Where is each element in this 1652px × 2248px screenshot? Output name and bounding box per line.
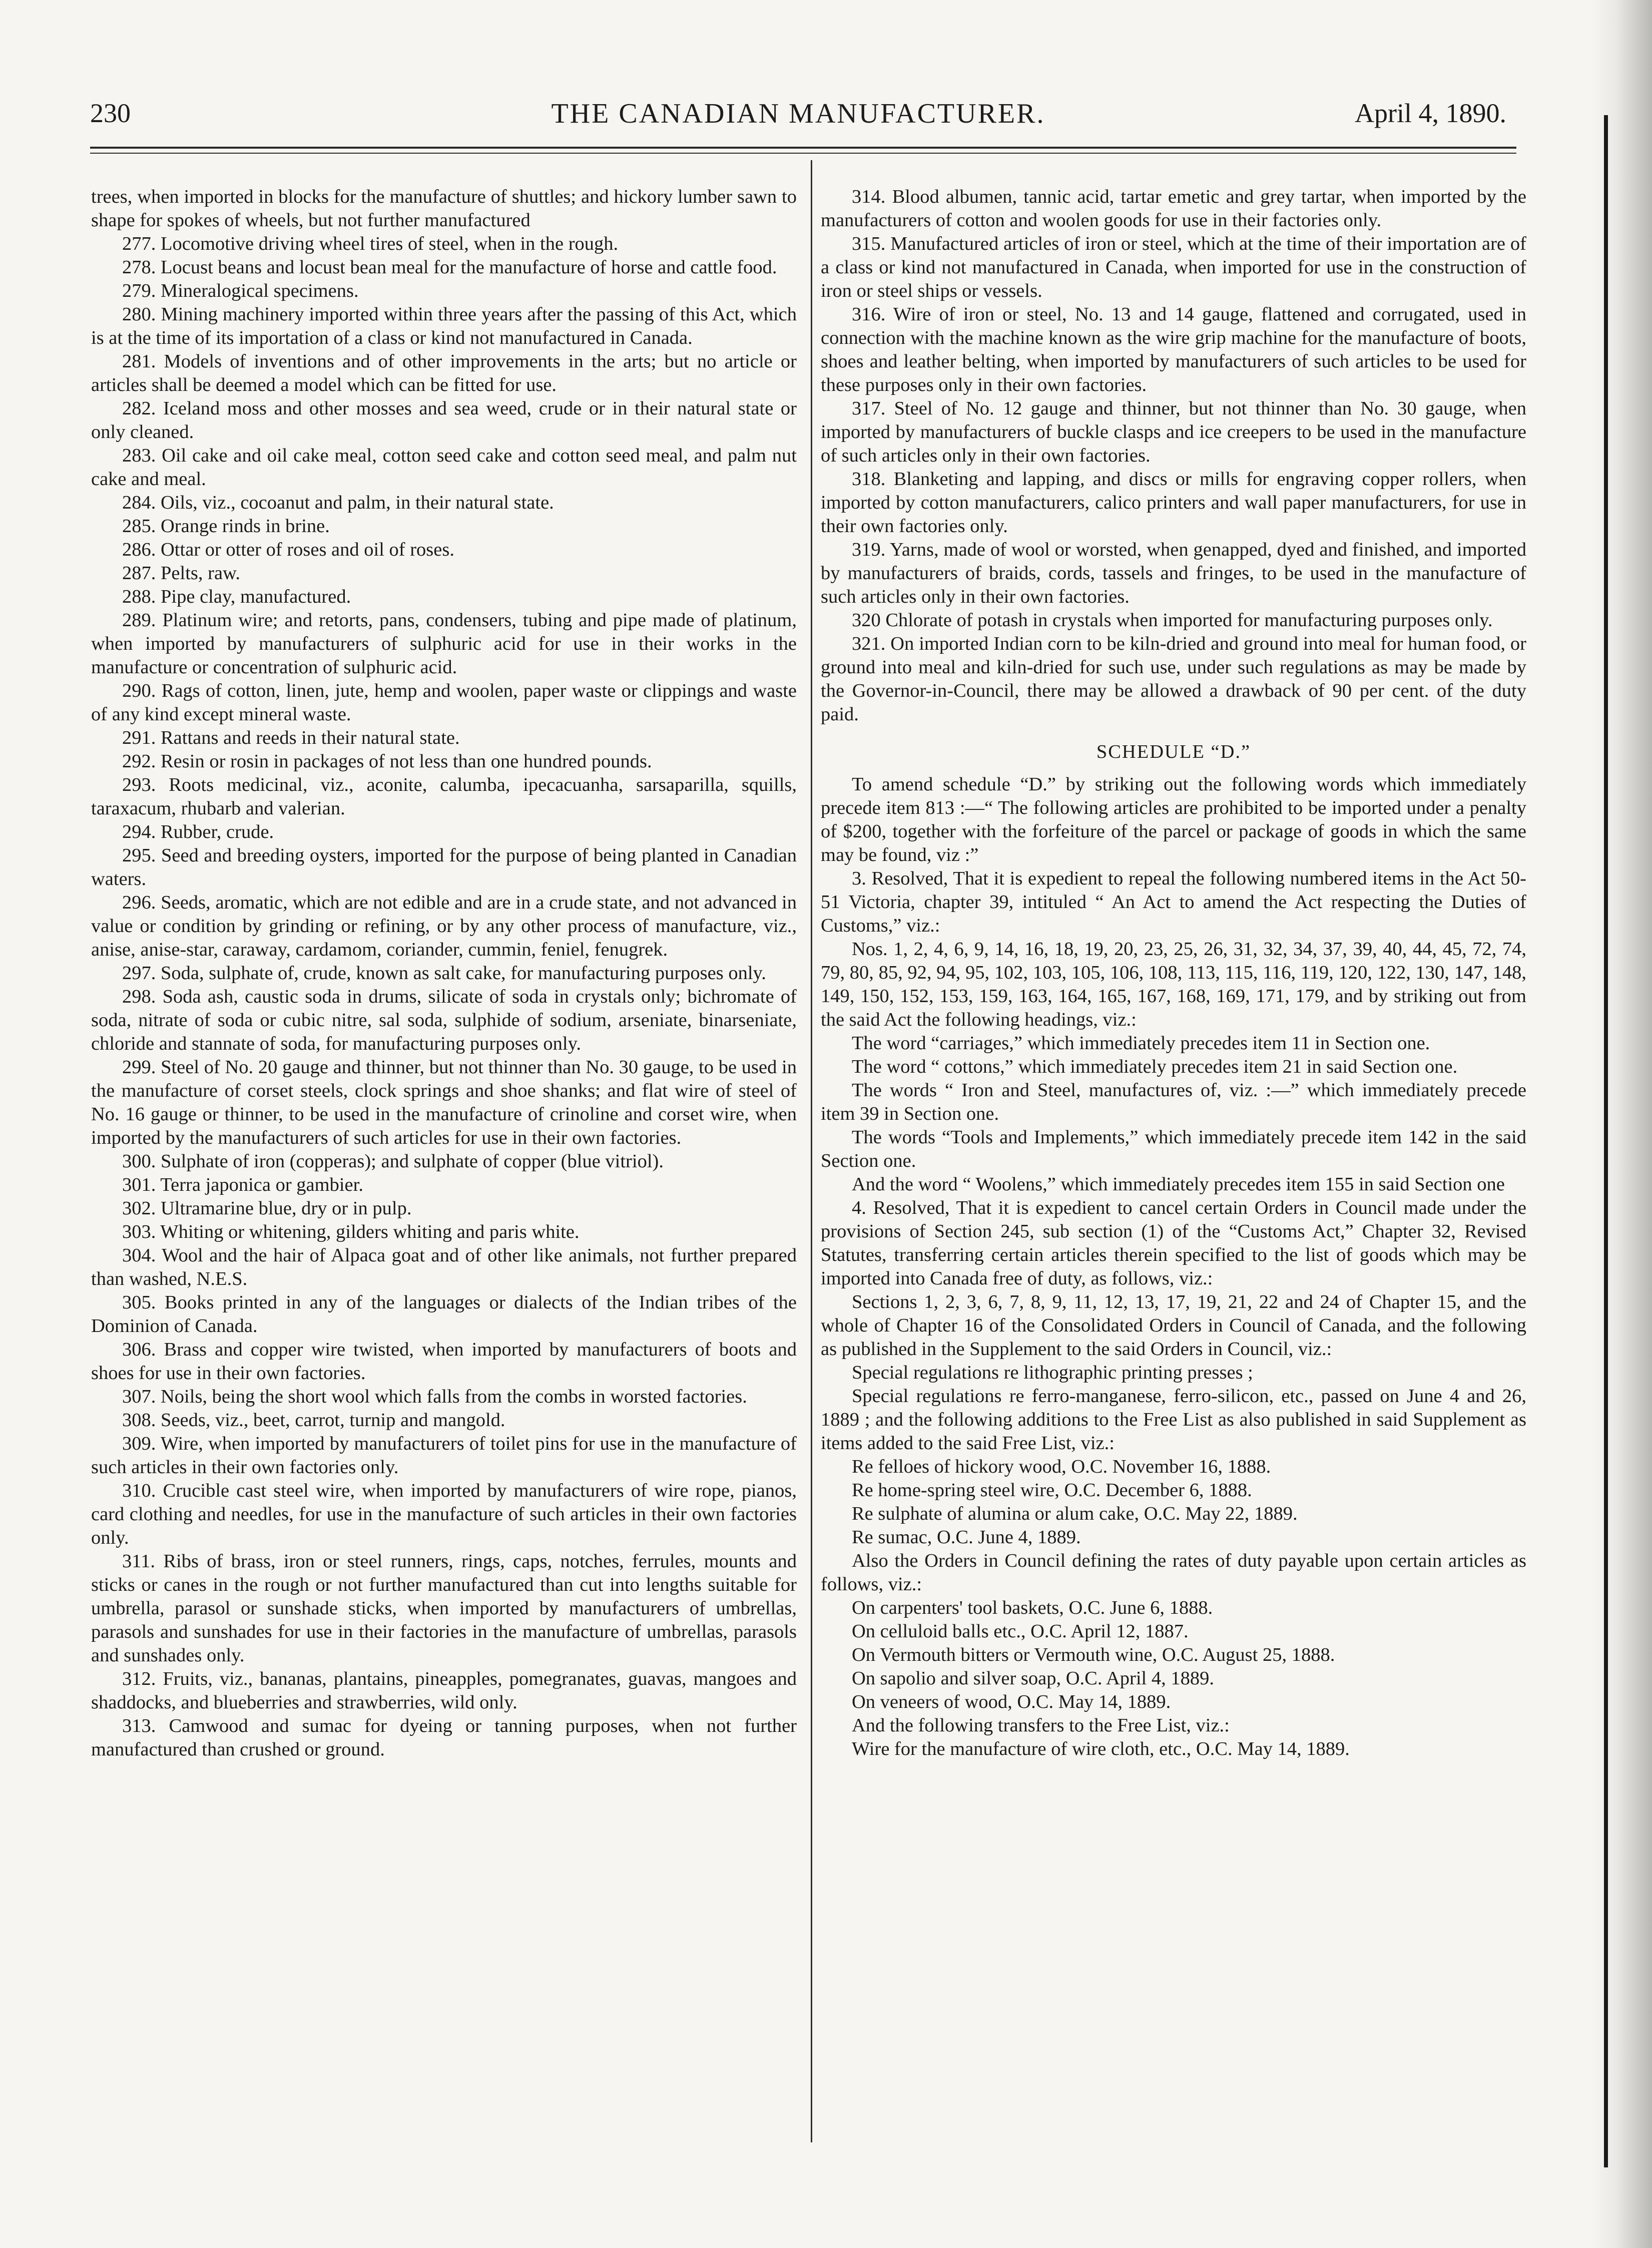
page-edge-shadow bbox=[1592, 0, 1652, 2248]
item-281: 281. Models of inventions and of other improvements in the arts; but no article or articles shall be deemed a model which can be fitted for use. bbox=[91, 351, 797, 395]
schedule-d-heading: SCHEDULE “D.” bbox=[1096, 741, 1251, 762]
item-303: 303. Whiting or whitening, gilders whiting and paris white. bbox=[122, 1221, 580, 1242]
duty-rate-item: On carpenters' tool baskets, O.C. June 6, 1888. bbox=[852, 1597, 1213, 1618]
header-rule-thin bbox=[90, 153, 1516, 154]
cancelled-sections: Sections 1, 2, 3, 6, 7, 8, 9, 11, 12, 13, 17, 19, 21, 22 and 24 of Chapter 15, and the whole of Chapter 16 of the Consolidated Orders in Council of Canada, and the following as published in the Supplement to the said Orders in Council, viz.: bbox=[821, 1291, 1526, 1360]
duty-rate-item: On veneers of wood, O.C. May 14, 1889. bbox=[852, 1691, 1171, 1712]
orders-intro: Also the Orders in Council defining the rates of duty payable upon certain articles as follows, viz.: bbox=[821, 1550, 1526, 1595]
item-317: 317. Steel of No. 12 gauge and thinner, but not thinner than No. 30 gauge, when imported by manufacturers of buckle clasps and ice creepers to be used in the manufacture of such articles only in their own factories. bbox=[821, 398, 1526, 466]
item-299: 299. Steel of No. 20 gauge and thinner, but not thinner than No. 30 gauge, to be used in the manufacture of corset steels, clock springs and shoe shanks; and flat wire of steel of No. 16 gauge or thinner, to be used in the manufacture of crinoline and corset wire, when imported by the manufacturers of such articles for use in their own factories. bbox=[91, 1057, 797, 1148]
column-divider bbox=[811, 160, 812, 2142]
item-278: 278. Locust beans and locust bean meal for the manufacture of horse and cattle food. bbox=[122, 257, 777, 278]
item-297: 297. Soda, sulphate of, crude, known as salt cake, for manufacturing purposes only. bbox=[122, 963, 766, 984]
item-293: 293. Roots medicinal, viz., aconite, calumba, ipecacuanha, sarsaparilla, squills, taraxacum, rhubarb and valerian. bbox=[91, 774, 797, 819]
duty-rate-item: On Vermouth bitters or Vermouth wine, O.C. August 25, 1888. bbox=[852, 1644, 1335, 1665]
page-edge-line bbox=[1604, 115, 1608, 2167]
item-311: 311. Ribs of brass, iron or steel runners, rings, caps, notches, ferrules, mounts and sticks or canes in the rough or not further manufactured than cut into lengths suitable for umbrella, parasol or sunshade sticks, when imported by manufacturers of umbrellas, parasols and sunshades for use in their factories in the manufacture of umbrellas, parasols and sunshades only. bbox=[91, 1551, 797, 1666]
item-294: 294. Rubber, crude. bbox=[122, 821, 274, 842]
page-number: 230 bbox=[90, 98, 131, 128]
item-307: 307. Noils, being the short wool which falls from the combs in worsted factories. bbox=[122, 1386, 747, 1407]
item-287: 287. Pelts, raw. bbox=[122, 563, 240, 584]
issue-date: April 4, 1890. bbox=[1355, 98, 1506, 128]
schedule-d-amendment: To amend schedule “D.” by striking out the following words which immediately precede item 813 :—“ The following articles are prohibited to be imported under a penalty of $200, together with the forfeiture of the parcel or package of goods in which the same may be found, viz :” bbox=[821, 774, 1526, 865]
heading-carriages: The word “carriages,” which immediately precedes item 11 in Section one. bbox=[852, 1033, 1430, 1054]
item-295: 295. Seed and breeding oysters, imported for the purpose of being planted in Canadian waters. bbox=[91, 845, 797, 889]
item-283: 283. Oil cake and oil cake meal, cotton seed cake and cotton seed meal, and palm nut cake and meal. bbox=[91, 445, 797, 490]
item-298: 298. Soda ash, caustic soda in drums, silicate of soda in crystals only; bichromate of soda, nitrate of soda or cubic nitre, sal soda, sulphide of sodium, arseniate, binarseniate, chloride and stannate of soda, for manufacturing purposes only. bbox=[91, 986, 797, 1054]
item-282: 282. Iceland moss and other mosses and sea weed, crude or in their natural state or only cleaned. bbox=[91, 398, 797, 442]
transfers-intro: And the following transfers to the Free List, viz.: bbox=[852, 1715, 1230, 1736]
item-292: 292. Resin or rosin in packages of not less than one hundred pounds. bbox=[122, 751, 652, 772]
resolution-4: 4. Resolved, That it is expedient to cancel certain Orders in Council made under the provisions of Section 245, sub section (1) of the “Customs Act,” Chapter 32, Revised Statutes, transferring certain articles therein specified to the list of goods which may be imported into Canada free of duty, as follows, viz.: bbox=[821, 1197, 1526, 1289]
heading-tools: The words “Tools and Implements,” which immediately precede item 142 in the said Section one. bbox=[821, 1127, 1526, 1171]
item-305: 305. Books printed in any of the languages or dialects of the Indian tribes of the Dominion of Canada. bbox=[91, 1292, 797, 1336]
regulation-lithographic: Special regulations re lithographic printing presses ; bbox=[852, 1362, 1253, 1383]
duty-rate-item: On celluloid balls etc., O.C. April 12, 1887. bbox=[852, 1621, 1189, 1642]
heading-cottons: The word “ cottons,” which immediately precedes item 21 in said Section one. bbox=[852, 1056, 1458, 1077]
re-item: Re sumac, O.C. June 4, 1889. bbox=[852, 1527, 1081, 1548]
header-rule bbox=[90, 147, 1516, 149]
item-296: 296. Seeds, aromatic, which are not edible and are in a crude state, and not advanced in value or condition by grinding or refining, or by any other process of manufacture, viz., anise, anise-star, caraway, cardamom, coriander, cummin, feniel, fenugrek. bbox=[91, 892, 797, 960]
re-item: Re sulphate of alumina or alum cake, O.C. May 22, 1889. bbox=[852, 1503, 1298, 1524]
item-285: 285. Orange rinds in brine. bbox=[122, 516, 330, 537]
item-277: 277. Locomotive driving wheel tires of steel, when in the rough. bbox=[122, 233, 619, 254]
item-291: 291. Rattans and reeds in their natural state. bbox=[122, 727, 460, 748]
item-319: 319. Yarns, made of wool or worsted, when genapped, dyed and finished, and imported by manufacturers of braids, cords, tassels and fringes, to be used in the manufacture of such articles only in their own factories. bbox=[821, 539, 1526, 607]
item-316: 316. Wire of iron or steel, No. 13 and 14 gauge, flattened and corrugated, used in connection with the machine known as the wire grip machine for the manufacture of boots, shoes and leather belting, when imported by manufacturers of such articles to be used for these purposes only in their own factories. bbox=[821, 304, 1526, 395]
item-315: 315. Manufactured articles of iron or steel, which at the time of their importation are of a class or kind not manufactured in Canada, when imported for use in the construction of iron or steel ships or vessels. bbox=[821, 233, 1526, 301]
item-300: 300. Sulphate of iron (copperas); and sulphate of copper (blue vitriol). bbox=[122, 1151, 664, 1172]
item-286: 286. Ottar or otter of roses and oil of roses. bbox=[122, 539, 454, 560]
heading-iron-steel: The words “ Iron and Steel, manufactures of, viz. :—” which immediately precede item 39 in Section one. bbox=[821, 1080, 1526, 1124]
item-304: 304. Wool and the hair of Alpaca goat and of other like animals, not further prepared than washed, N.E.S. bbox=[91, 1245, 797, 1289]
re-item: Re felloes of hickory wood, O.C. November 16, 1888. bbox=[852, 1456, 1271, 1477]
item-320: 320 Chlorate of potash in crystals when imported for manufacturing purposes only. bbox=[852, 610, 1493, 631]
item-302: 302. Ultramarine blue, dry or in pulp. bbox=[122, 1198, 412, 1219]
item-288: 288. Pipe clay, manufactured. bbox=[122, 586, 351, 607]
left-column bbox=[91, 185, 797, 1761]
right-column bbox=[821, 185, 1526, 1761]
journal-title: THE CANADIAN MANUFACTURER. bbox=[551, 98, 1045, 129]
item-289: 289. Platinum wire; and retorts, pans, condensers, tubing and pipe made of platinum, when imported by manufacturers of sulphuric acid for use in their works in the manufacture or concentration of sulphuric acid. bbox=[91, 610, 797, 678]
item-301: 301. Terra japonica or gambier. bbox=[122, 1174, 363, 1195]
item-284: 284. Oils, viz., cocoanut and palm, in their natural state. bbox=[122, 492, 554, 513]
heading-woolens: And the word “ Woolens,” which immediately precedes item 155 in said Section one bbox=[852, 1174, 1505, 1195]
item-280: 280. Mining machinery imported within three years after the passing of this Act, which is at the time of its importation of a class or kind not manufactured in Canada. bbox=[91, 304, 797, 348]
item-279: 279. Mineralogical specimens. bbox=[122, 280, 359, 301]
page-header bbox=[90, 98, 1506, 143]
item-312: 312. Fruits, viz., bananas, plantains, pineapples, pomegranates, guavas, mangoes and shaddocks, and blueberries and strawberries, wild only. bbox=[91, 1668, 797, 1713]
wire-cloth-item: Wire for the manufacture of wire cloth, etc., O.C. May 14, 1889. bbox=[852, 1738, 1350, 1759]
item-309: 309. Wire, when imported by manufacturers of toilet pins for use in the manufacture of such articles in their own factories only. bbox=[91, 1433, 797, 1478]
item-308: 308. Seeds, viz., beet, carrot, turnip and mangold. bbox=[122, 1410, 505, 1431]
item-310: 310. Crucible cast steel wire, when imported by manufacturers of wire rope, pianos, card clothing and needles, for use in the manufacture of such articles in their own factories only. bbox=[91, 1480, 797, 1548]
duty-rate-item: On sapolio and silver soap, O.C. April 4, 1889. bbox=[852, 1668, 1214, 1689]
resolution-3: 3. Resolved, That it is expedient to repeal the following numbered items in the Act 50-51 Victoria, chapter 39, intituled “ An Act to amend the Act respecting the Duties of Customs,” viz.: bbox=[821, 868, 1526, 936]
item-continuation: trees, when imported in blocks for the manufacture of shuttles; and hickory lumber sawn to shape for spokes of wheels, but not further manufactured bbox=[91, 186, 797, 231]
item-318: 318. Blanketing and lapping, and discs or mills for engraving copper rollers, when imported by cotton manufacturers, calico printers and wall paper manufacturers, for use in their own factories only. bbox=[821, 469, 1526, 537]
item-321: 321. On imported Indian corn to be kiln-dried and ground into meal for human food, or ground into meal and kiln-dried for such use, under such regulations as may be made by the Governor-in-Council, there may be allowed a drawback of 90 per cent. of the duty paid. bbox=[821, 633, 1526, 725]
item-306: 306. Brass and copper wire twisted, when imported by manufacturers of boots and shoes for use in their own factories. bbox=[91, 1339, 797, 1384]
item-290: 290. Rags of cotton, linen, jute, hemp and woolen, paper waste or clippings and waste of any kind except mineral waste. bbox=[91, 680, 797, 725]
regulation-ferro: Special regulations re ferro-manganese, ferro-silicon, etc., passed on June 4 and 26, 1889 ; and the following additions to the Free List as also published in said Supplement as items added to the said Free List, viz.: bbox=[821, 1386, 1526, 1454]
item-314: 314. Blood albumen, tannic acid, tartar emetic and grey tartar, when imported by the manufacturers of cotton and woolen goods for use in their factories only. bbox=[821, 186, 1526, 231]
repealed-item-numbers: Nos. 1, 2, 4, 6, 9, 14, 16, 18, 19, 20, 23, 25, 26, 31, 32, 34, 37, 39, 40, 44, 45, 72, 74, 79, 80, 85, 92, 94, 95, 102, 103, 105, 106, 108, 113, 115, 116, 119, 120, 122, 130, 147, 148, 149, 150, 152, 153, 159, 163, 164, 165, 167, 168, 169, 171, 179, and by striking out from the said Act the following headings, viz.: bbox=[821, 939, 1526, 1030]
re-item: Re home-spring steel wire, O.C. December 6, 1888. bbox=[852, 1480, 1252, 1501]
item-313: 313. Camwood and sumac for dyeing or tanning purposes, when not further manufactured than crushed or ground. bbox=[91, 1715, 797, 1760]
